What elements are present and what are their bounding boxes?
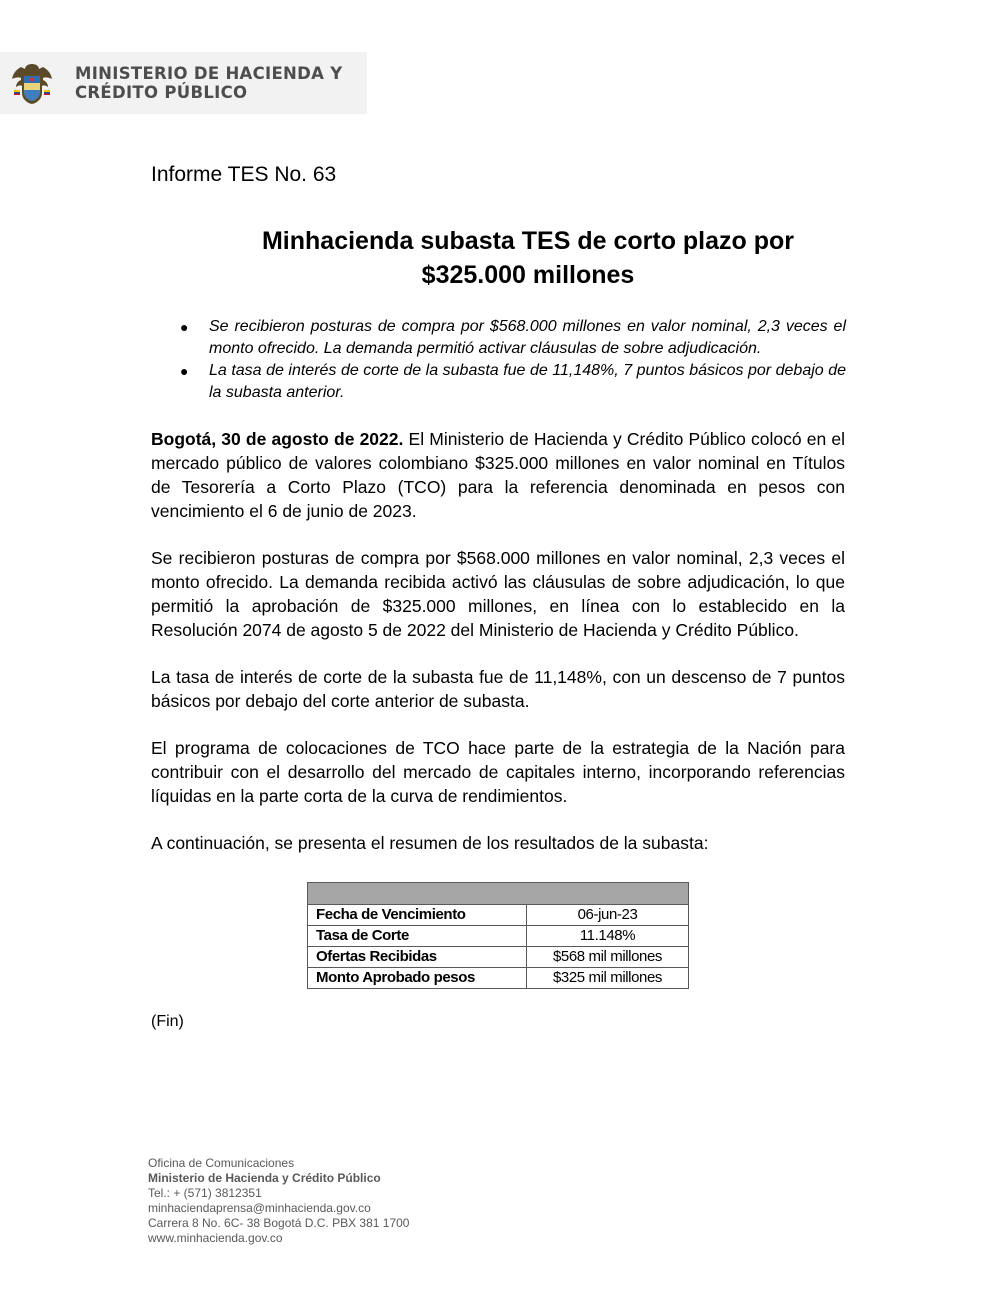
- table-row: [308, 926, 689, 947]
- ministry-header: [0, 52, 367, 114]
- row-value: 06-jun-23: [527, 905, 689, 926]
- row-label: Monto Aprobado pesos: [308, 968, 527, 989]
- table-row: [308, 947, 689, 968]
- table-row: [308, 968, 689, 989]
- body-paragraph-1: [151, 427, 845, 523]
- footer-address: Carrera 8 No. 6C- 38 Bogotá D.C. PBX 381 1700: [148, 1216, 410, 1230]
- highlight-item: [163, 316, 846, 360]
- auction-summary-table: [307, 882, 689, 989]
- press-release-title: Minhacienda subasta TES de corto plazo por $325.000 millones: [261, 227, 795, 289]
- dateline: Bogotá, 30 de agosto de 2022.: [151, 429, 404, 449]
- highlight-item: [163, 360, 846, 404]
- footer-office: Oficina de Comunicaciones: [148, 1156, 295, 1170]
- body-paragraph-5: A continuación, se presenta el resumen de los resultados de la subasta:: [151, 833, 709, 853]
- footer-ministry: Ministerio de Hacienda y Crédito Público: [148, 1171, 381, 1185]
- body-paragraph-2: Se recibieron posturas de compra por $568.000 millones en valor nominal, 2,3 veces el monto ofrecido. La demanda recibida activó las cláusulas de sobre adjudicación, lo que permitió la aprobación de $325.000 millones, en línea con lo establecido en la Resolución 2074 de agosto 5 de 2022 del Ministerio de Hacienda y Crédito Público.: [151, 548, 845, 640]
- table-header-row: [308, 883, 689, 905]
- ministry-name-line1: MINISTERIO DE HACIENDA Y: [75, 64, 343, 83]
- row-label: Tasa de Corte: [308, 926, 527, 947]
- highlights-list: [163, 316, 846, 404]
- ministry-name: [75, 64, 343, 102]
- row-label: Fecha de Vencimiento: [308, 905, 527, 926]
- footer-website: www.minhacienda.gov.co: [148, 1231, 283, 1245]
- row-value: $325 mil millones: [527, 968, 689, 989]
- row-value: 11.148%: [527, 926, 689, 947]
- table-header-cell: [308, 883, 689, 905]
- contact-footer: [148, 1156, 409, 1246]
- footer-email: minhaciendaprensa@minhacienda.gov.co: [148, 1201, 371, 1215]
- ministry-name-line2: CRÉDITO PÚBLICO: [75, 83, 248, 102]
- colombia-coat-of-arms-icon: [8, 60, 56, 108]
- bullet-icon: ●: [180, 363, 189, 379]
- highlight-text: La tasa de interés de corte de la subasta fue de 11,148%, 7 puntos básicos por debajo de la subasta anterior.: [209, 362, 846, 401]
- body-paragraph-4: El programa de colocaciones de TCO hace parte de la estrategia de la Nación para contribuir con el desarrollo del mercado de capitales interno, incorporando referencias líquidas en la parte corta de la curva de rendimientos.: [151, 738, 845, 806]
- closing-mark: (Fin): [151, 1013, 184, 1030]
- table-row: [308, 905, 689, 926]
- row-value: $568 mil millones: [527, 947, 689, 968]
- footer-phone: Tel.: + (571) 3812351: [148, 1186, 262, 1200]
- report-label: Informe TES No. 63: [151, 163, 337, 186]
- bullet-icon: ●: [180, 319, 189, 335]
- highlight-text: Se recibieron posturas de compra por $568.000 millones en valor nominal, 2,3 veces el monto ofrecido. La demanda permitió activar cláusulas de sobre adjudicación.: [209, 318, 846, 357]
- paragraph-1-text: El Ministerio de Hacienda y Crédito Público colocó en el mercado público de valores colombiano $325.000 millones en valor nominal en Títulos de Tesorería a Corto Plazo (TCO) para la referencia denominada en pesos con vencimiento el 6 de junio de 2023.: [151, 429, 845, 521]
- row-label: Ofertas Recibidas: [308, 947, 527, 968]
- body-paragraph-3: La tasa de interés de corte de la subasta fue de 11,148%, con un descenso de 7 puntos básicos por debajo del corte anterior de subasta.: [151, 667, 845, 711]
